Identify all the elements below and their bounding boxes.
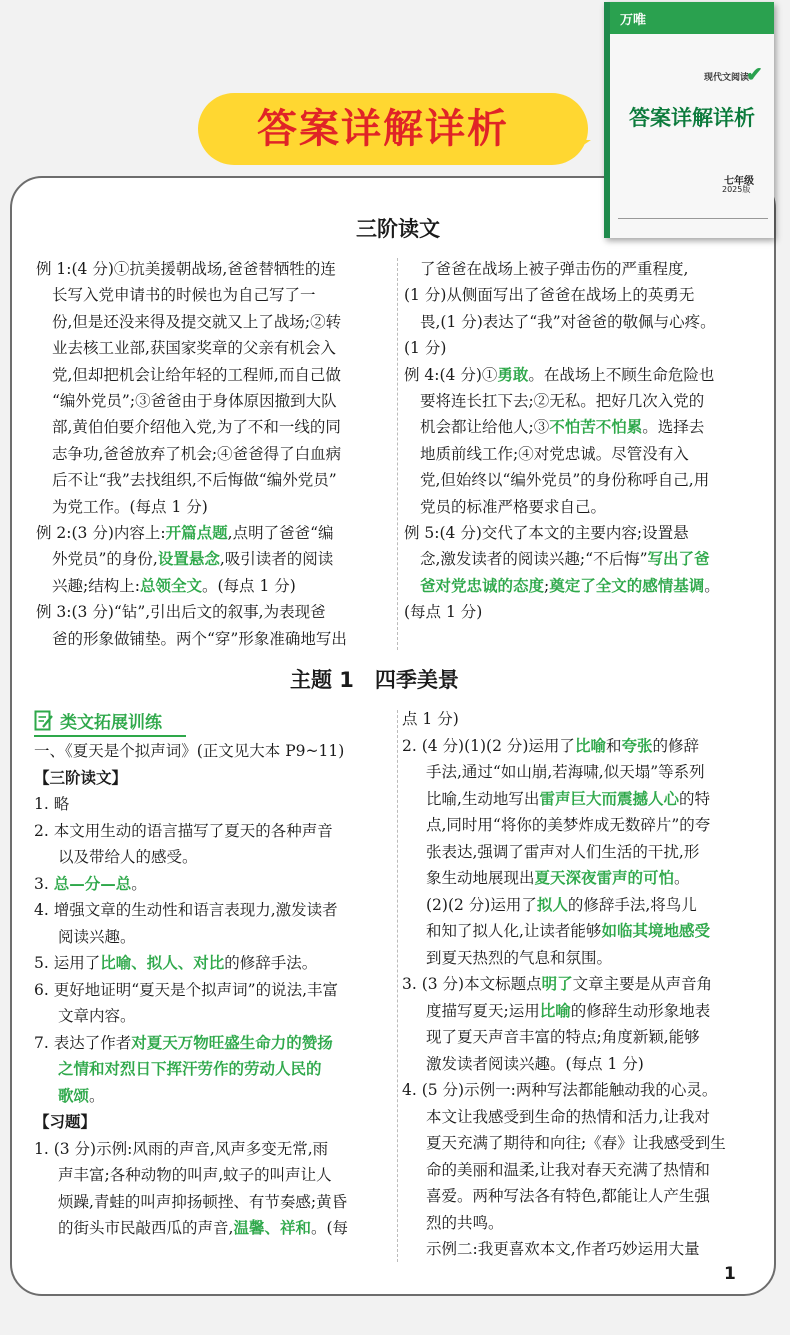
book-grade: 七年级 <box>724 176 754 187</box>
text-line <box>426 918 710 944</box>
text-line: 6. 更好地证明“夏天是个拟声词”的说法,丰富 <box>34 980 338 999</box>
text-line: 夏天充满了期待和向往;《春》让我感受到生 <box>426 1134 726 1152</box>
text-segment: 。选择去 <box>642 418 705 437</box>
section-tag-underline <box>34 735 186 737</box>
text-segment: 的修辞 <box>652 736 699 755</box>
key-phrase: 明了 <box>541 975 573 993</box>
text-segment: 例 4:(4 分)① <box>404 365 498 384</box>
text-segment: 例 2:(3 分)内容上: <box>36 524 166 542</box>
text-segment: ,吸引读者的阅读 <box>219 550 334 569</box>
text-line: 畏,(1 分)表达了“我”对爸爸的敬佩与心疼。 <box>420 312 716 331</box>
text-segment: 的修辞生动形象地表 <box>570 1001 711 1020</box>
text-line: 4. 增强文章的生动性和语言表现力,激发读者 <box>34 901 338 919</box>
text-segment: 兴趣;结构上: <box>52 576 140 595</box>
text-line: 份,但是还没来得及提交就又上了战场;②转 <box>52 312 342 331</box>
text-line: 声丰富;各种动物的叫声,蚊子的叫声让人 <box>58 1166 332 1184</box>
text-line: 党员的标准严格要求自己。 <box>420 497 607 516</box>
edit-note-icon <box>34 710 54 732</box>
text-segment: 。 <box>131 874 147 893</box>
book-footer-rule <box>618 218 768 222</box>
text-line: 手法,通过“如山崩,若海啸,似天塌”等系列 <box>426 763 705 781</box>
text-line: 爸的形象做铺垫。两个“穿”形象准确地写出 <box>52 629 347 648</box>
text-segment: 的街头市民敲西瓜的声音, <box>58 1219 234 1237</box>
text-line <box>426 786 710 812</box>
text-line: 例 1:(4 分)①抗美援朝战场,爸爸替牺牲的连 <box>36 260 336 278</box>
text-line <box>402 971 712 997</box>
text-line: 了爸爸在战场上被子弹击伤的严重程度, <box>420 260 689 278</box>
text-line <box>58 1215 348 1241</box>
check-icon: ✔ <box>746 62 763 86</box>
text-line: 喜爱。两种写法各有特色,都能让人产生强 <box>426 1187 710 1205</box>
text-segment: 2. (4 分)(1)(2 分)运用了 <box>402 736 575 755</box>
text-segment: (2)(2 分)运用了 <box>426 895 537 914</box>
text-line: 到夏天热烈的气息和氛围。 <box>426 948 613 967</box>
book-brand: 万唯 <box>620 13 647 28</box>
text-line: 部,黄伯伯要介绍他入党,为了不和一线的同 <box>52 418 341 437</box>
column-divider <box>397 710 398 1262</box>
text-line: 业去核工业部,获国家奖章的父亲有机会入 <box>52 339 336 358</box>
key-phrase: 爸对党忠诚的态度 <box>420 576 545 595</box>
text-segment: 象生动地展现出 <box>426 869 535 887</box>
text-segment: 3. <box>34 874 54 893</box>
text-line <box>420 546 710 572</box>
text-line: (1 分) <box>404 339 447 358</box>
text-segment: 的修辞手法。 <box>224 954 318 972</box>
text-segment: 7. 表达了作者 <box>34 1033 132 1052</box>
text-segment: ,点明了爸爸“编 <box>227 524 334 542</box>
text-line <box>34 1030 333 1056</box>
text-segment: 。(每 <box>310 1219 349 1237</box>
section-tag-label: 类文拓展训练 <box>60 713 162 733</box>
book-title: 答案详解详析 <box>629 106 755 130</box>
key-phrase: 如临其境地感受 <box>601 922 710 940</box>
text-line: 示例二:我更喜欢本文,作者巧妙运用大量 <box>426 1240 700 1258</box>
text-line: (每点 1 分) <box>404 603 483 622</box>
text-line: 长写入党申请书的时候也为自己写了一 <box>52 286 316 305</box>
text-line: 例 3:(3 分)“钻”,引出后文的叙事,为表现爸 <box>36 603 326 622</box>
text-line: 4. (5 分)示例一:两种写法都能触动我的心灵。 <box>402 1081 718 1099</box>
text-line: 点,同时用“将你的美梦炸成无数碎片”的夸 <box>426 816 711 834</box>
text-segment: 。 <box>89 1086 105 1105</box>
text-segment: 的特 <box>678 789 710 808</box>
text-line: 文章内容。 <box>58 1007 136 1025</box>
text-line <box>426 998 710 1024</box>
text-line <box>402 733 699 759</box>
text-segment: 外党员”的身份, <box>52 550 158 569</box>
text-segment: 。 <box>704 576 720 595</box>
text-line <box>34 871 147 897</box>
text-segment: 文章主要是从声音角 <box>572 975 713 993</box>
text-line: 1. 略 <box>34 795 70 813</box>
text-line: (1 分)从侧面写出了爸爸在战场上的英勇无 <box>404 286 695 305</box>
text-line <box>58 1083 105 1109</box>
text-line: 要将连长扛下去;②无私。把好几次入党的 <box>420 392 705 410</box>
text-line: “编外党员”;③爸爸由于身体原因撤到大队 <box>52 392 337 410</box>
text-line: 烈的共鸣。 <box>426 1213 504 1232</box>
text-line: 后不让“我”去找组织,不后悔做“编外党员” <box>52 471 337 490</box>
key-phrase: 开篇点题 <box>165 524 228 542</box>
text-segment: 度描写夏天;运用 <box>426 1001 540 1020</box>
text-line: 一、《夏天是个拟声词》(正文见大本 P9~11) <box>34 742 345 760</box>
text-line <box>420 414 704 440</box>
text-line <box>426 892 697 918</box>
page-number: 1 <box>724 1264 736 1284</box>
text-line <box>426 865 690 891</box>
text-line: 党,但始终以“编外党员”的身份称呼自己,用 <box>420 471 710 490</box>
book-year: 2025版 <box>722 185 751 194</box>
key-phrase: 雷声巨大而震撼人心 <box>539 789 679 808</box>
text-line: 党,但却把机会让给年轻的工程师,而自己做 <box>52 365 341 384</box>
key-phrase: 温馨、祥和 <box>233 1219 311 1237</box>
text-segment: 机会都让给他人;③ <box>420 418 550 437</box>
text-line: 烦躁,青蛙的叫声抑扬顿挫、有节奏感;黄昏 <box>58 1192 348 1211</box>
key-phrase: 总—分—总 <box>53 874 132 893</box>
key-phrase: 歌颂 <box>58 1086 90 1105</box>
text-segment: 。在战场上不顾生命危险也 <box>528 365 715 384</box>
text-line: 本文让我感受到生命的热情和活力,让我对 <box>426 1107 710 1126</box>
text-line: 【三阶读文】 <box>34 768 128 787</box>
key-phrase: 比喻、拟人、对比 <box>100 954 225 972</box>
text-line: 例 5:(4 分)交代了本文的主要内容;设置悬 <box>404 524 689 542</box>
text-segment: 。 <box>674 869 690 887</box>
key-phrase: 比喻 <box>574 736 606 755</box>
text-segment: 和知了拟人化,让读者能够 <box>426 922 602 940</box>
key-phrase: 夏天深夜雷声的可怕 <box>534 869 675 887</box>
text-line: 为党工作。(每点 1 分) <box>52 497 208 516</box>
text-line: 张表达,强调了雷声对人们生活的干扰,形 <box>426 842 700 861</box>
book-series: 现代文阅读 <box>704 73 750 83</box>
book-cover <box>604 2 774 238</box>
text-line: 点 1 分) <box>402 710 459 728</box>
text-line: 现了夏天声音丰富的特点;角度新颖,能够 <box>426 1028 700 1046</box>
text-line: 命的美丽和温柔,让我对春天充满了热情和 <box>426 1160 710 1179</box>
text-segment: ; <box>544 576 550 595</box>
text-line <box>34 950 317 976</box>
text-line: 以及带给人的感受。 <box>58 848 198 866</box>
key-phrase: 比喻 <box>539 1001 571 1020</box>
text-line <box>52 546 333 572</box>
key-phrase: 不怕苦不怕累 <box>549 418 643 437</box>
text-segment: 的修辞手法,将鸟儿 <box>567 895 697 914</box>
text-segment: 比喻,生动地写出 <box>426 789 540 808</box>
section1-heading: 三阶读文 <box>356 217 440 241</box>
text-line: 阅读兴趣。 <box>58 927 136 946</box>
text-line: 1. (3 分)示例:风雨的声音,风声多变无常,雨 <box>34 1139 329 1158</box>
text-segment: 念,激发读者的阅读兴趣;“不后悔” <box>420 550 648 569</box>
text-segment: 。(每点 1 分) <box>201 576 296 595</box>
section2-heading: 主题 1 四季美景 <box>290 668 459 692</box>
text-line <box>404 362 714 388</box>
text-line <box>36 520 334 546</box>
banner-title: 答案详解详析 <box>257 106 509 152</box>
text-line: 2. 本文用生动的语言描写了夏天的各种声音 <box>34 821 333 840</box>
key-phrase: 对夏天万物旺盛生命力的赞扬 <box>131 1033 333 1052</box>
key-phrase: 勇敢 <box>497 365 529 384</box>
key-phrase: 总领全文 <box>139 576 202 595</box>
text-segment: 和 <box>605 736 622 755</box>
text-line: 激发读者阅读兴趣。(每点 1 分) <box>426 1054 644 1073</box>
key-phrase: 之情和对烈日下挥汗劳作的劳动人民的 <box>58 1060 322 1078</box>
column-divider <box>397 258 398 650</box>
text-line <box>420 573 720 599</box>
key-phrase: 写出了爸 <box>647 550 710 569</box>
text-segment: 3. (3 分)本文标题点 <box>402 975 542 993</box>
key-phrase: 奠定了全文的感情基调 <box>549 576 705 595</box>
key-phrase: 设置悬念 <box>157 550 220 569</box>
key-phrase: 夸张 <box>621 736 653 755</box>
text-line: 志争功,爸爸放弃了机会;④爸爸得了白血病 <box>52 444 342 463</box>
text-line <box>52 573 296 599</box>
text-segment: 5. 运用了 <box>34 954 101 972</box>
text-line: 【习题】 <box>34 1113 97 1131</box>
book-spine <box>604 2 610 238</box>
text-line: 地质前线工作;④对党忠诚。尽管没有入 <box>420 444 689 463</box>
key-phrase: 拟人 <box>536 895 568 914</box>
text-line <box>58 1056 322 1082</box>
